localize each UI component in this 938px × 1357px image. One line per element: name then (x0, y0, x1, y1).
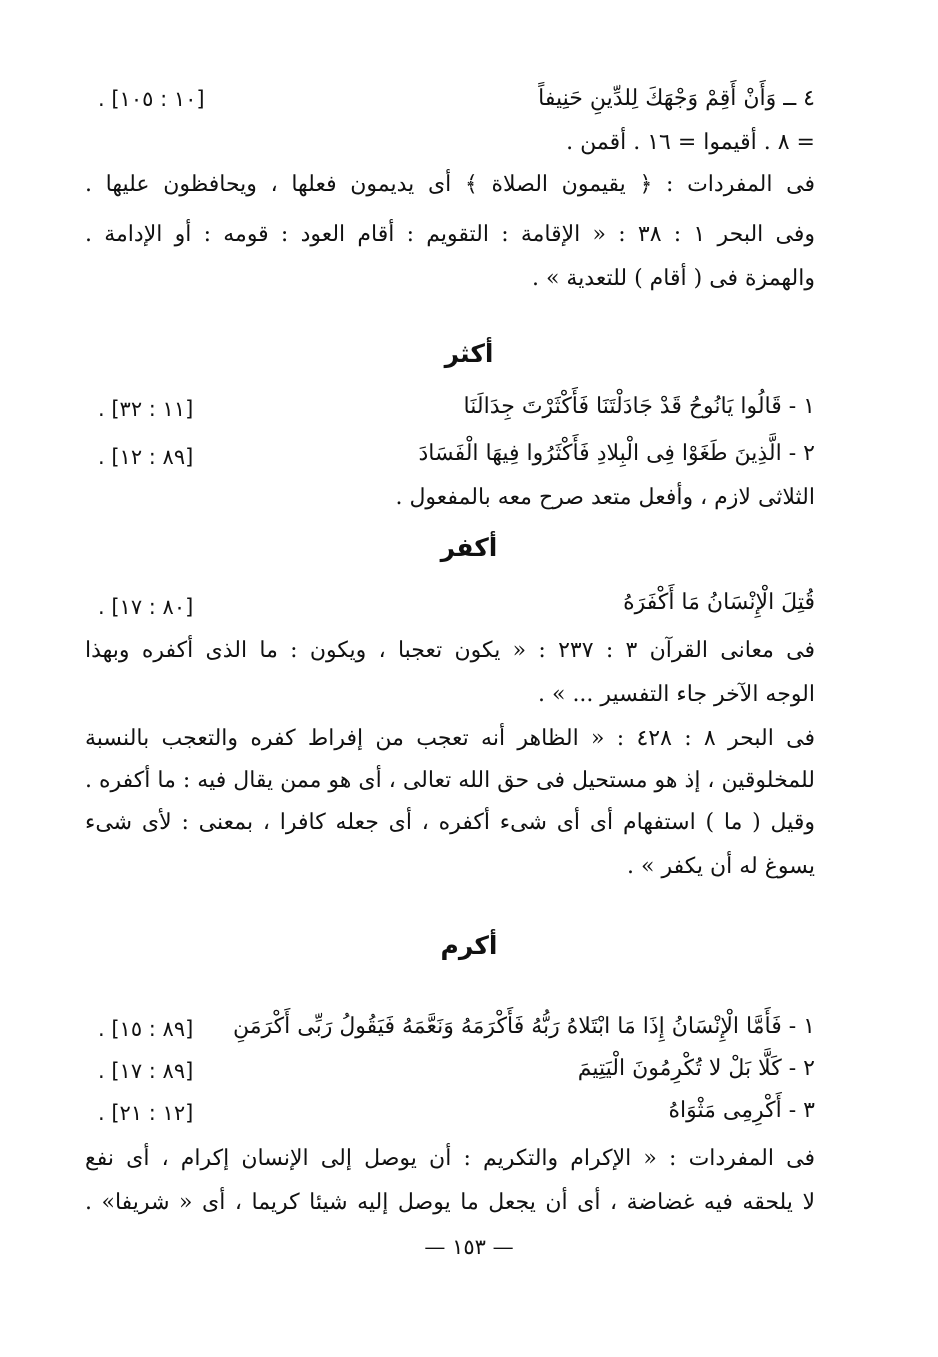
verse-line: ٢ - الَّذِينَ طَغَوْا فِى الْبِلادِ فَأَكْثَرُوا فِيهَا الْفَسَادَ (418, 441, 815, 466)
verse-line: ٤ ــ وَأَنْ أَقِمْ وَجْهَكَ لِلدِّينِ حَنِيفاً (538, 86, 815, 111)
note-line: الثلاثى لازم ، وأفعل متعد صرح معه بالمفعول . (395, 485, 815, 510)
paragraph-line: يسوغ له أن يكفر » . (627, 854, 815, 879)
section-heading: أكثر (444, 339, 494, 368)
verse-reference: . [١١ : ٣٢] (98, 397, 194, 421)
verse-line: ١ - فَأَمَّا الْإِنْسَانُ إِذَا مَا ابْتَلاهُ رَبُّهُ فَأَكْرَمَهُ وَنَعَّمَهُ فَيَقُولُ رَبِّى أَكْرَمَنِ (233, 1014, 815, 1039)
verse-line: ١ - قَالُوا يَانُوحُ قَدْ جَادَلْتَنَا فَأَكْثَرْتَ جِدَالَنَا (463, 394, 815, 419)
paragraph-line: للمخلوقين ، إذ هو مستحيل فى حق الله تعالى ، أى هو ممن يقال فيه : ما أكفره . (85, 768, 815, 793)
verse-line: ٣ - أَكْرِمِى مَثْوَاهُ (668, 1098, 815, 1123)
paragraph-line: الوجه الآخر جاء التفسير ... » . (538, 682, 815, 707)
verse-line: قُتِلَ الْإِنْسَانُ مَا أَكْفَرَهُ (623, 590, 815, 615)
verse-reference: . [٨٠ : ١٧] (98, 595, 194, 619)
verse-reference: . [٨٩ : ١٥] (98, 1017, 194, 1041)
paragraph-line: فى المفردات : « الإكرام والتكريم : أن يوصل إلى الإنسان إكرام ، أى نفع (85, 1146, 815, 1171)
paragraph-line: وفى البحر ١ : ٣٨ : « الإقامة : التقويم : أقام العود : قومه : أو الإدامة . (85, 222, 815, 247)
paragraph-line: والهمزة فى ( أقام ) للتعدية » . (531, 266, 815, 291)
page-number: — ١٥٣ — (424, 1235, 514, 1259)
paragraph-line: وقيل ( ما ) استفهام أى أى شىء أكفره ، أى جعله كافرا ، بمعنى : لأى شىء (85, 810, 815, 835)
section-heading: أكرم (440, 931, 498, 960)
verse-reference: . [١٢ : ٢١] (98, 1101, 194, 1125)
verse-line: ٢ - كَلَّا بَلْ لا تُكْرِمُونَ الْيَتِيمَ (577, 1056, 815, 1081)
section-heading: أكفر (440, 533, 498, 562)
verse-reference: . [٨٩ : ١٧] (98, 1059, 194, 1083)
verse-reference: . [١٠ : ١٠٥] (98, 87, 205, 111)
verse-reference: . [٨٩ : ١٢] (98, 445, 194, 469)
paragraph-line: فى المفردات : ﴿ يقيمون الصلاة ﴾ أى يديمون فعلها ، ويحافظون عليها . (85, 172, 815, 197)
paragraph-line: فى معانى القرآن ٣ : ٢٣٧ : « يكون تعجبا ، ويكون : ما الذى أكفره وبهذا (85, 638, 815, 663)
paragraph-line: لا يلحقه فيه غضاضة ، أى أن يجعل ما يوصل إليه شيئا كريما ، أى « شريفا» . (85, 1190, 816, 1215)
paragraph-line: فى البحر ٨ : ٤٢٨ : « الظاهر أنه تعجب من إفراط كفره والتعجب بالنسبة (85, 726, 815, 751)
note-line: = ٨ . أقيموا = ١٦ . أقمن . (566, 130, 815, 155)
